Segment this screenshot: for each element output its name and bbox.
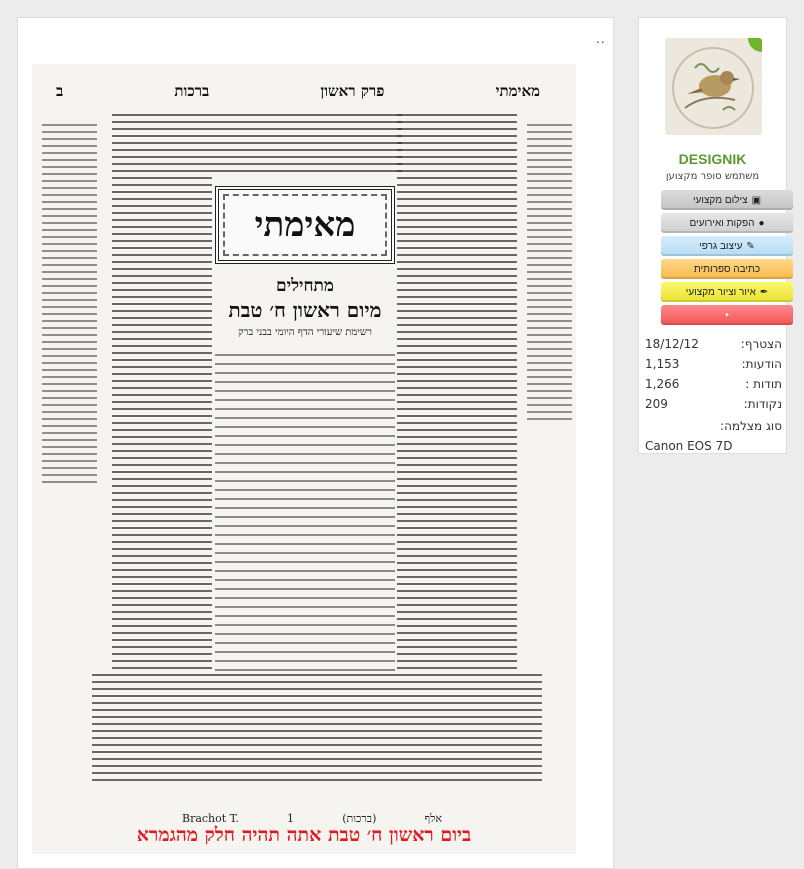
post-caption: ביום ראשון ח׳ טבת אתה תהיה חלק מהגמרא	[136, 824, 472, 846]
tag-label: עיצוב גרפי	[699, 240, 743, 252]
tag-label: כתיבה ספרותית	[693, 263, 761, 275]
stat-joined	[645, 334, 782, 354]
ornamental-frame	[215, 186, 395, 264]
footer-alef: אלף	[424, 812, 442, 825]
post-menu-dots[interactable]: ..	[596, 32, 606, 46]
user-stats	[645, 334, 782, 456]
stat-messages	[645, 354, 782, 374]
stat-camera-value: Canon EOS 7D	[645, 439, 733, 453]
tag-label: הפקות ואירועים	[689, 217, 755, 229]
header-center: פרק ראשון	[320, 82, 385, 100]
start-notice-line2: מיום ראשון ח׳ טבת	[228, 298, 382, 322]
bird-illustration-icon	[665, 38, 762, 135]
user-card	[638, 17, 787, 454]
camera-icon: ▣	[751, 194, 762, 206]
avatar[interactable]	[665, 38, 762, 135]
start-notice-line1: מתחילים	[276, 276, 334, 296]
user-title: משתמש סופר מקצוען	[665, 171, 760, 182]
microphone-icon: ●	[758, 217, 765, 229]
footer-left: Brachot T.	[182, 812, 239, 825]
frame-title: מאימתי	[254, 205, 356, 245]
tag-literary-writing[interactable]	[661, 259, 793, 279]
lecturers-list	[215, 354, 395, 674]
tag-productions-events[interactable]	[661, 213, 793, 233]
brush-icon: ✒	[759, 286, 769, 298]
footer-bracket: (ברכות)	[342, 812, 377, 825]
tag-label: צילום מקצועי	[692, 194, 748, 206]
talmud-page-image	[32, 64, 576, 854]
header-letter: ב	[56, 82, 64, 100]
tag-graphic-design[interactable]	[661, 236, 793, 256]
stat-value: 1,266	[645, 377, 680, 391]
page-header	[32, 82, 576, 101]
gemara-top-text	[212, 114, 402, 174]
start-notice-line3: רשימת שיעורי הדף היומי בבני ברק	[238, 327, 372, 338]
header-left: ברכות	[174, 82, 210, 100]
header-right: מאימתי	[495, 82, 540, 100]
stat-label: תודות :	[745, 377, 782, 391]
tosafot-column	[397, 114, 517, 674]
tag-professional-illustration[interactable]	[661, 282, 793, 302]
stat-camera-label: סוג מצלמה:	[720, 419, 782, 433]
stat-thanks	[645, 374, 782, 394]
rashi-column	[112, 114, 212, 674]
stat-value: 209	[645, 397, 668, 411]
commentary-column-right	[527, 124, 572, 424]
username[interactable]: DESIGNIK	[678, 151, 747, 167]
pencil-icon: ✎	[746, 240, 755, 252]
stat-points	[645, 394, 782, 414]
stat-label: הודעות:	[741, 357, 782, 371]
start-notice	[215, 276, 395, 338]
tag-professional-photography[interactable]	[661, 190, 793, 210]
footer-num: 1	[287, 812, 295, 825]
commentary-column-left	[42, 124, 97, 484]
stat-label: הצטרף:	[740, 337, 782, 351]
stat-label: נקודות:	[743, 397, 782, 411]
stat-value: 1,153	[645, 357, 680, 371]
tag-label: •	[725, 309, 729, 321]
tag-label: איור וציור מקצועי	[685, 286, 756, 298]
post-panel	[17, 17, 614, 869]
tag-extra[interactable]	[661, 305, 793, 325]
stat-value: 18/12/12	[645, 337, 699, 351]
bottom-commentary	[92, 674, 542, 784]
